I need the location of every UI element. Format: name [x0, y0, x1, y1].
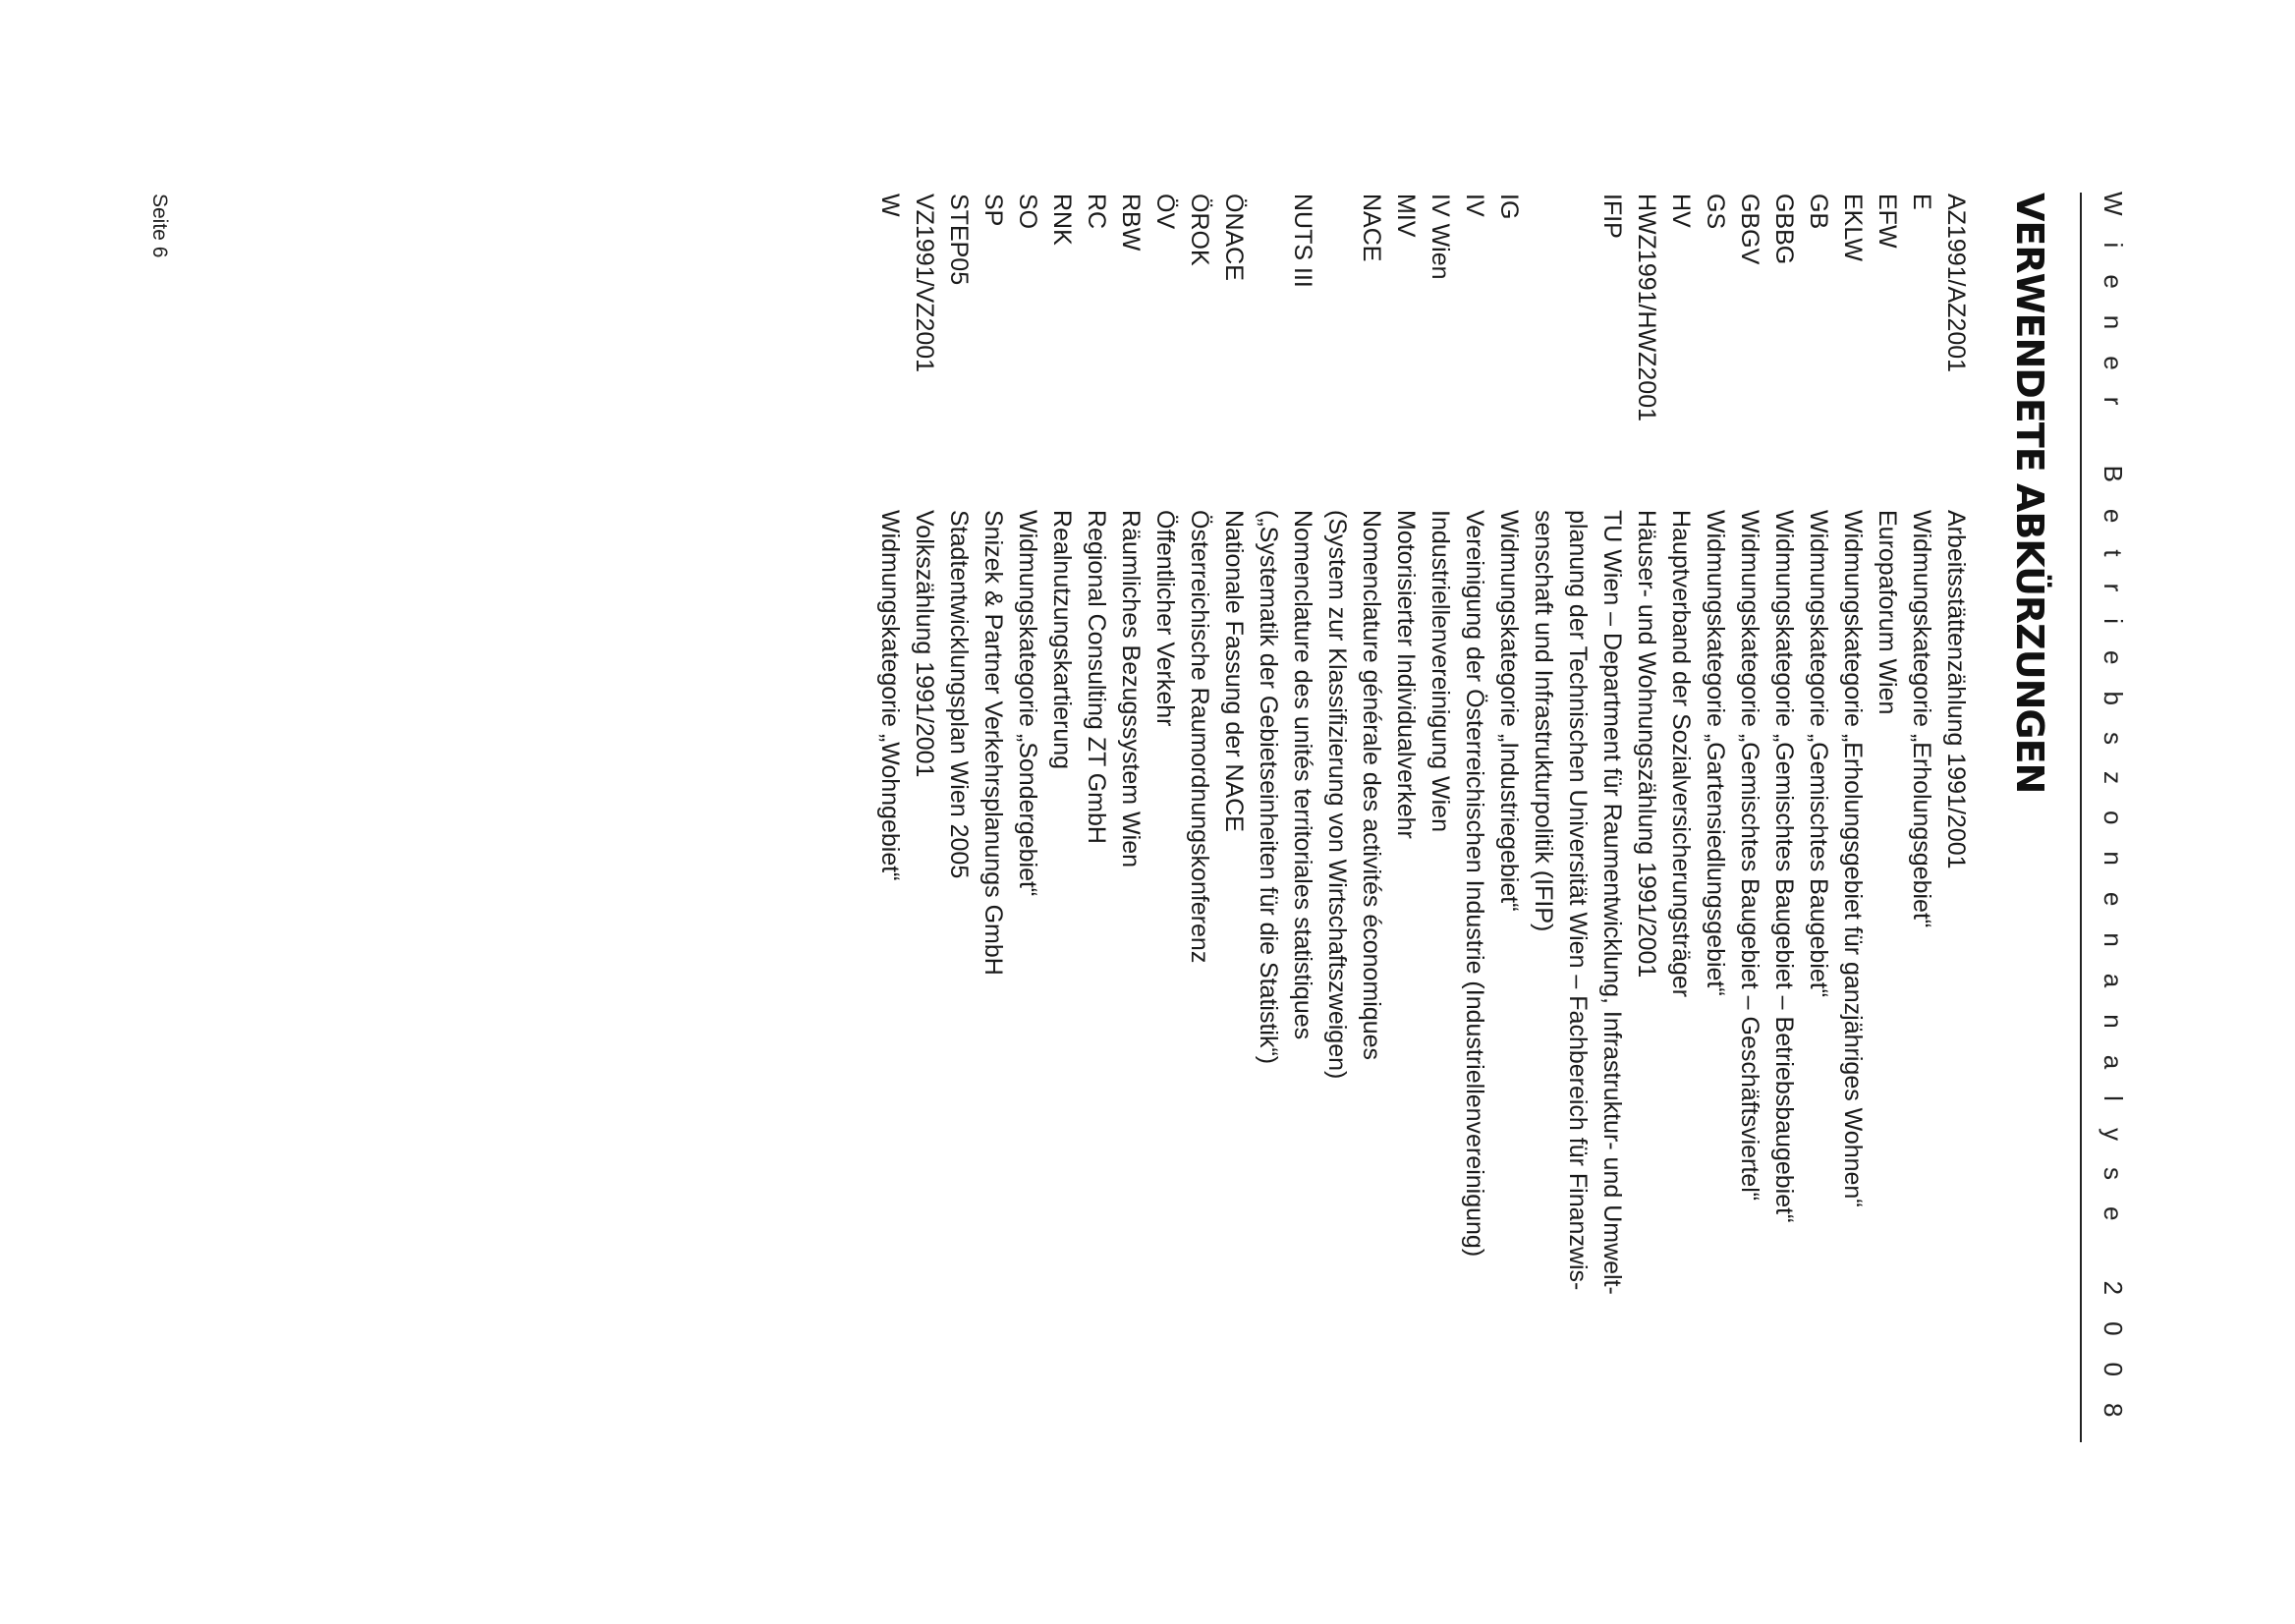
abbreviation-term: RC — [1083, 194, 1110, 230]
abbreviation-term: MIV — [1392, 194, 1420, 238]
abbreviation-entry — [1766, 194, 1801, 1500]
abbreviation-entry — [1044, 194, 1079, 1500]
abbreviation-term: IG — [1495, 194, 1523, 220]
abbreviation-definition — [1148, 510, 1182, 1500]
abbreviation-entry — [1079, 194, 1113, 1500]
abbreviation-term: ÖNACE — [1220, 194, 1248, 281]
abbreviation-entry — [1148, 194, 1182, 1500]
definition-line: Hauptverband der Sozialversicherungsträger — [1667, 510, 1695, 998]
abbreviation-definition — [907, 510, 941, 1500]
definition-line: Realnutzungskartierung — [1048, 510, 1076, 770]
abbreviation-definition — [1870, 510, 1904, 1500]
definition-line: Nomenclature générale des activités économiques — [1358, 510, 1385, 1061]
abbreviation-definition — [1938, 510, 1973, 1500]
abbreviation-term: AZ1991/AZ2001 — [1942, 194, 1970, 373]
abbreviation-term: IFIP — [1598, 194, 1626, 239]
abbreviation-term: GBGV — [1736, 194, 1763, 265]
abbreviation-definition — [1526, 510, 1629, 1500]
definition-line: Widmungskategorie „Erholungsgebiet für ganzjähriges Wohnen“ — [1839, 510, 1867, 1207]
definition-line: Volkszählung 1991/2001 — [911, 510, 938, 778]
definition-line: Vereinigung der Österreichischen Industrie (Industriellenvereinigung) — [1461, 510, 1488, 1258]
abbreviation-term: W — [876, 194, 904, 217]
definition-line: Europaforum Wien — [1874, 510, 1901, 715]
abbreviation-entry — [1216, 194, 1251, 1500]
abbreviation-definition — [1629, 510, 1663, 1500]
abbreviation-entry — [1010, 194, 1044, 1500]
abbreviation-definition — [1113, 510, 1148, 1500]
abbreviation-list — [872, 194, 1973, 1500]
definition-line: Regional Consulting ZT GmbH — [1083, 510, 1110, 844]
header-rule — [2080, 193, 2082, 1442]
abbreviation-definition — [1423, 510, 1457, 1500]
abbreviation-term: ÖV — [1151, 194, 1179, 230]
abbreviation-term: IV — [1461, 194, 1488, 217]
abbreviation-entry — [1629, 194, 1663, 1500]
definition-line: Österreichische Raumordnungskonferenz — [1186, 510, 1213, 964]
definition-line: TU Wien – Department für Raumentwicklung, Infrastruktur- und Umwelt- — [1598, 510, 1626, 1295]
abbreviation-definition — [1182, 510, 1216, 1500]
definition-line: („Systematik der Gebietseinheiten für die Statistik“) — [1255, 510, 1282, 1065]
abbreviation-definition — [1457, 510, 1491, 1500]
abbreviation-definition — [1319, 510, 1388, 1500]
definition-line: Räumliches Bezugssystem Wien — [1117, 510, 1145, 868]
abbreviation-term: IV Wien — [1427, 194, 1454, 280]
abbreviation-term: VZ1991/VZ2001 — [911, 194, 938, 373]
definition-line: Öffentlicher Verkehr — [1151, 510, 1179, 727]
definition-line: Widmungskategorie „Sondergebiet“ — [1014, 510, 1041, 897]
definition-line: Widmungskategorie „Gemischtes Baugebiet“ — [1805, 510, 1832, 998]
definition-line: Widmungskategorie „Gartensiedlungsgebiet“ — [1702, 510, 1729, 996]
definition-line: senschaft und Infrastrukturpolitik (IFIP) — [1530, 510, 1557, 932]
abbreviation-entry — [1182, 194, 1216, 1500]
definition-line: Widmungskategorie „Industriegebiet“ — [1495, 510, 1523, 912]
definition-line: Häuser- und Wohnungszählung 1991/2001 — [1633, 510, 1660, 979]
definition-line: Nomenclature des unités territoriales statistiques — [1289, 510, 1316, 1040]
abbreviation-entry — [1526, 194, 1629, 1500]
abbreviation-term: NACE — [1358, 194, 1385, 262]
abbreviation-definition — [1079, 510, 1113, 1500]
abbreviation-term: ÖROK — [1186, 194, 1213, 266]
abbreviation-term: GBBG — [1770, 194, 1798, 265]
abbreviation-entry — [1801, 194, 1835, 1500]
abbreviation-entry — [872, 194, 907, 1500]
abbreviation-entry — [941, 194, 976, 1500]
definition-line: (System zur Klassifizierung von Wirtschaftszweigen) — [1323, 510, 1351, 1080]
page-title: VERWENDETE ABKÜRZUNGEN — [2008, 193, 2051, 794]
abbreviation-definition — [1216, 510, 1251, 1500]
running-header: Wiener Betriebszonenanalyse 2008 — [2099, 192, 2128, 1444]
abbreviation-term: SP — [980, 194, 1007, 227]
definition-line: Nationale Fassung der NACE — [1220, 510, 1248, 832]
abbreviation-definition — [1251, 510, 1319, 1500]
definition-line: Arbeitsstättenzählung 1991/2001 — [1942, 510, 1970, 869]
abbreviation-term: RBW — [1117, 194, 1145, 252]
definition-line: Widmungskategorie „Erholungsgebiet“ — [1908, 510, 1935, 928]
abbreviation-entry — [1491, 194, 1526, 1500]
abbreviation-entry — [1388, 194, 1423, 1500]
abbreviation-term: GS — [1702, 194, 1729, 230]
abbreviation-entry — [1870, 194, 1904, 1500]
abbreviation-term: EKLW — [1839, 194, 1867, 261]
abbreviation-term: RNK — [1048, 194, 1076, 246]
abbreviation-entry — [1319, 194, 1388, 1500]
abbreviation-definition — [1698, 510, 1732, 1500]
abbreviation-term: HV — [1667, 194, 1695, 228]
abbreviation-entry — [907, 194, 941, 1500]
abbreviation-definition — [1766, 510, 1801, 1500]
abbreviation-definition — [1904, 510, 1938, 1500]
abbreviation-definition — [1010, 510, 1044, 1500]
abbreviation-entry — [1698, 194, 1732, 1500]
definition-line: Widmungskategorie „Gemischtes Baugebiet – Geschäftsviertel“ — [1736, 510, 1763, 1202]
abbreviation-entry — [1457, 194, 1491, 1500]
abbreviation-term: SO — [1014, 194, 1041, 230]
abbreviation-entry — [1113, 194, 1148, 1500]
abbreviation-entry — [1732, 194, 1766, 1500]
abbreviation-entry — [976, 194, 1010, 1500]
abbreviation-term: HWZ1991/HWZ2001 — [1633, 194, 1660, 422]
abbreviation-definition — [872, 510, 907, 1500]
abbreviation-definition — [941, 510, 976, 1500]
definition-line: Snizek & Partner Verkehrsplanungs GmbH — [980, 510, 1007, 976]
abbreviation-entry — [1938, 194, 1973, 1500]
abbreviation-definition — [1835, 510, 1870, 1500]
definition-line: Stadtentwicklungsplan Wien 2005 — [945, 510, 973, 879]
abbreviation-term: E — [1908, 194, 1935, 210]
abbreviation-definition — [1491, 510, 1526, 1500]
abbreviation-term: GB — [1805, 194, 1832, 230]
definition-line: Motorisierter Individualverkehr — [1392, 510, 1420, 839]
abbreviation-definition — [1801, 510, 1835, 1500]
abbreviation-definition — [1044, 510, 1079, 1500]
definition-line: Widmungskategorie „Wohngebiet“ — [876, 510, 904, 881]
abbreviation-term: NUTS III — [1289, 194, 1316, 288]
definition-line: planung der Technischen Universität Wien – Fachbereich für Finanzwis- — [1564, 510, 1592, 1291]
abbreviation-entry — [1904, 194, 1938, 1500]
abbreviation-entry — [1663, 194, 1698, 1500]
abbreviation-entry — [1835, 194, 1870, 1500]
abbreviation-definition — [1732, 510, 1766, 1500]
definition-line: Industriellenvereinigung Wien — [1427, 510, 1454, 832]
abbreviation-definition — [1663, 510, 1698, 1500]
abbreviation-term: STEP05 — [945, 194, 973, 286]
definition-line: Widmungskategorie „Gemischtes Baugebiet – Betriebsbaugebiet“ — [1770, 510, 1798, 1223]
abbreviation-entry — [1251, 194, 1319, 1500]
page-number: Seite 6 — [148, 194, 171, 258]
abbreviation-definition — [976, 510, 1010, 1500]
abbreviation-term: EFW — [1874, 194, 1901, 249]
abbreviation-definition — [1388, 510, 1423, 1500]
abbreviation-entry — [1423, 194, 1457, 1500]
